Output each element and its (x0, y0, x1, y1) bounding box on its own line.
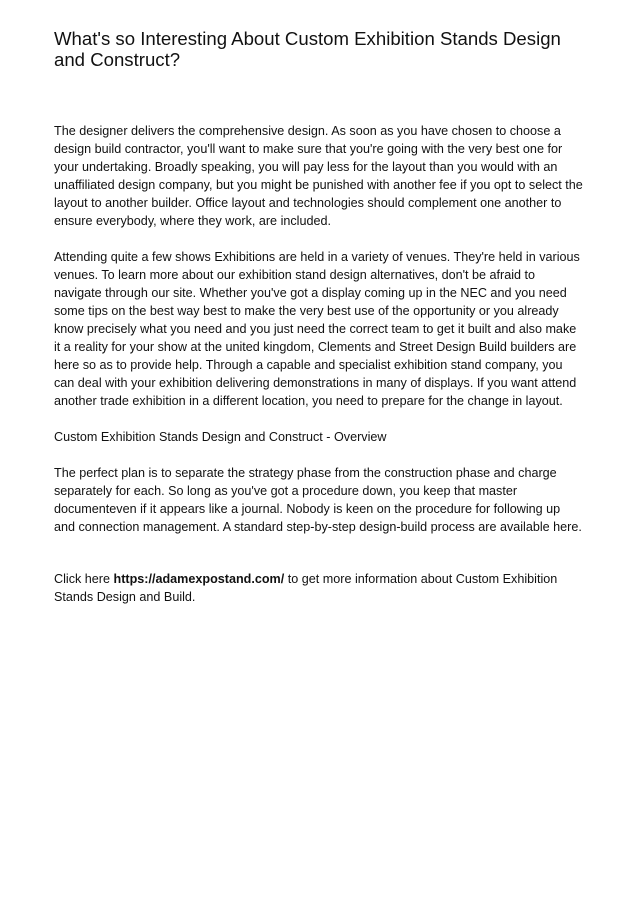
document-title: What's so Interesting About Custom Exhibition Stands Design and Construct? (54, 28, 561, 70)
paragraph-design: The designer delivers the comprehensive design. As soon as you have chosen to choose a design build contractor, you'll want to make sure that you're going with the very best one for your undertaking. Broadly speaking, you will pay less for the layout than you would with an unaffiliated design company, but you might be punished with another fee if you opt to select the layout to another builder. Office layout and technologies should complement one another to ensure everybody, where they work, are included. (54, 124, 583, 228)
footer-prefix: Click here (54, 572, 114, 586)
footer-suffix: to get more information about Custom Exhibition Stands Design and Build. (54, 572, 558, 604)
website-link[interactable]: https://adamexpostand.com/ (113, 572, 285, 586)
footer-paragraph (54, 570, 584, 606)
section-heading-overview: Custom Exhibition Stands Design and Construct - Overview (54, 430, 387, 444)
document-page (54, 28, 584, 624)
paragraph-exhibitions: Attending quite a few shows Exhibitions are held in a variety of venues. They're held in various venues. To learn more about our exhibition stand design alternatives, don't be afraid to navigate through our site. Whether you've got a display coming up in the NEC and you need some tips on the best way best to make the very best use of the opportunity or you already know precisely what you need and you just need the correct team to get it built and also make it a reality for your show at the united kingdom, Clements and Street Design Build builders are here so as to provide help. Through a capable and specialist exhibition stand company, you can deal with your exhibition delivering demonstrations in many of displays. If you want attend another trade exhibition in a different location, you need to prepare for the change in layout. (54, 250, 580, 408)
paragraph-plan: The perfect plan is to separate the strategy phase from the construction phase and charge separately for each. So long as you've got a procedure down, you keep that master documenteven if it appears like a journal. Nobody is keen on the procedure for following up and connection management. A standard step-by-step design-build process are available here. (54, 466, 582, 534)
